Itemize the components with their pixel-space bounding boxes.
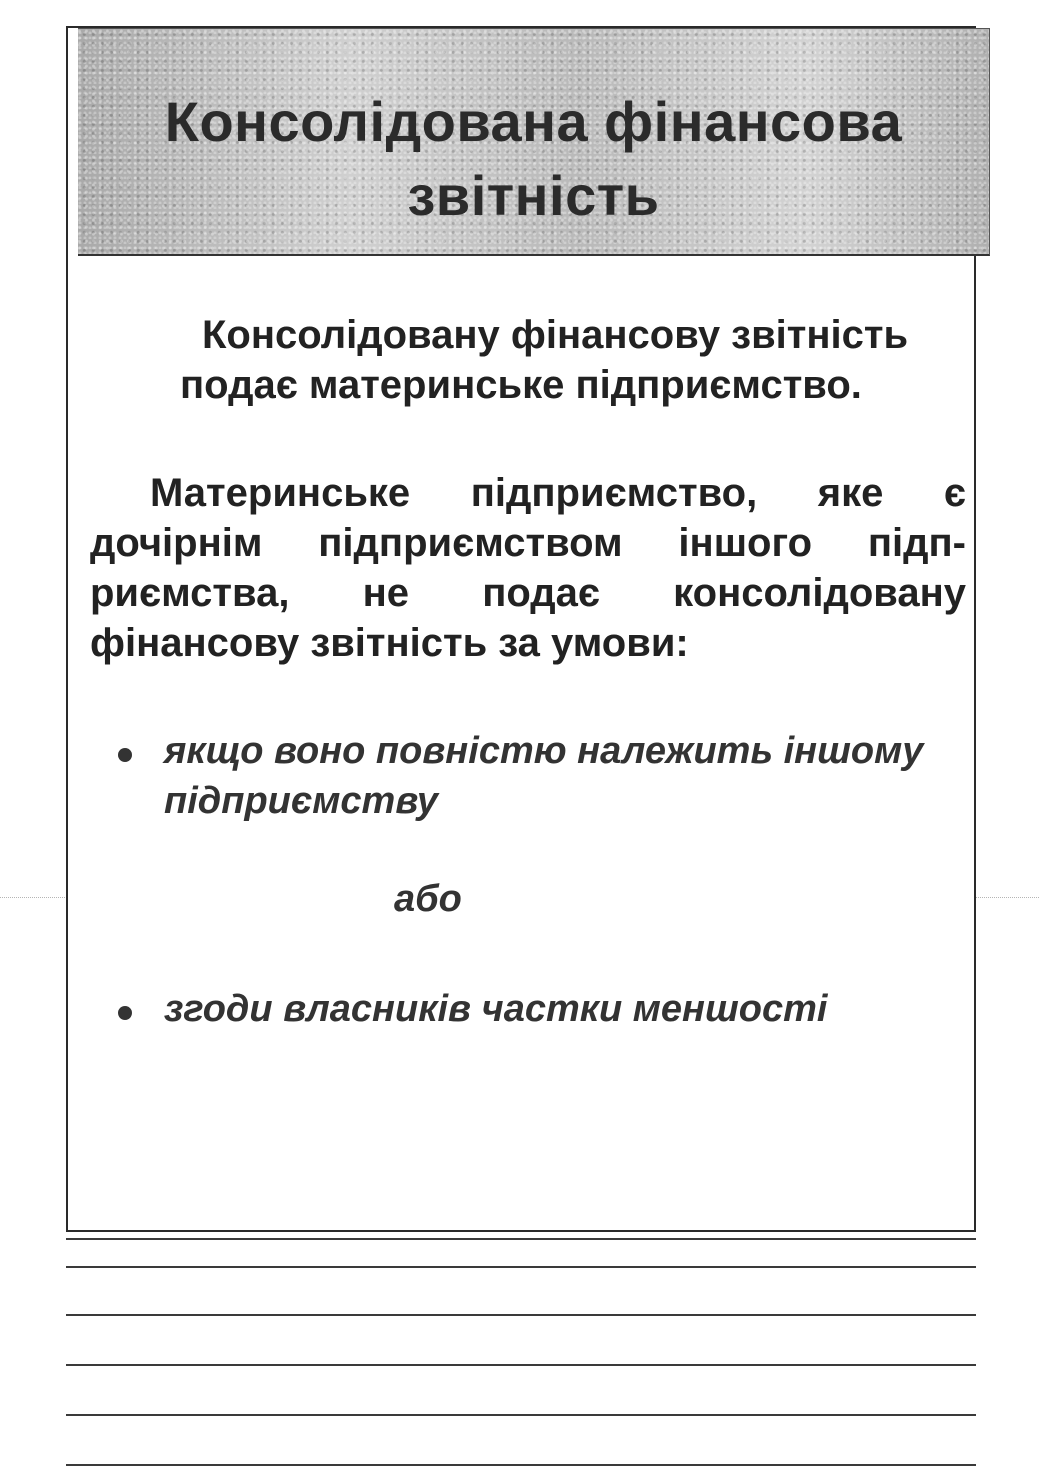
slide-frame	[66, 26, 976, 1232]
title-band	[78, 28, 990, 256]
conditions-list	[90, 726, 966, 826]
condition-item-wholly-owned	[90, 726, 966, 826]
notes-line	[66, 1238, 976, 1240]
notes-line	[66, 1266, 976, 1268]
paragraph-exemption: Материнське підприємство, яке є дочірнім підприємством іншого підприємства, не подає консолідовану фінансову звітність за умови:	[90, 471, 966, 665]
condition-text: якщо воно повністю належить іншому підприємству	[164, 730, 924, 822]
slide-content	[90, 310, 966, 1034]
notes-line	[66, 1464, 976, 1466]
condition-item-minority-consent	[90, 984, 966, 1034]
conditions-list-2	[90, 984, 966, 1034]
or-separator: або	[394, 878, 462, 920]
notes-line	[66, 1364, 976, 1366]
paragraph-parent-company: Консолідовану фінансову звітність подає материнське підприємство.	[180, 313, 909, 407]
slide-title: Консолідована фінансова звітність	[164, 90, 903, 227]
notes-line	[66, 1314, 976, 1316]
condition-text: згоди власників частки меншості	[164, 988, 828, 1030]
notes-line	[66, 1414, 976, 1416]
